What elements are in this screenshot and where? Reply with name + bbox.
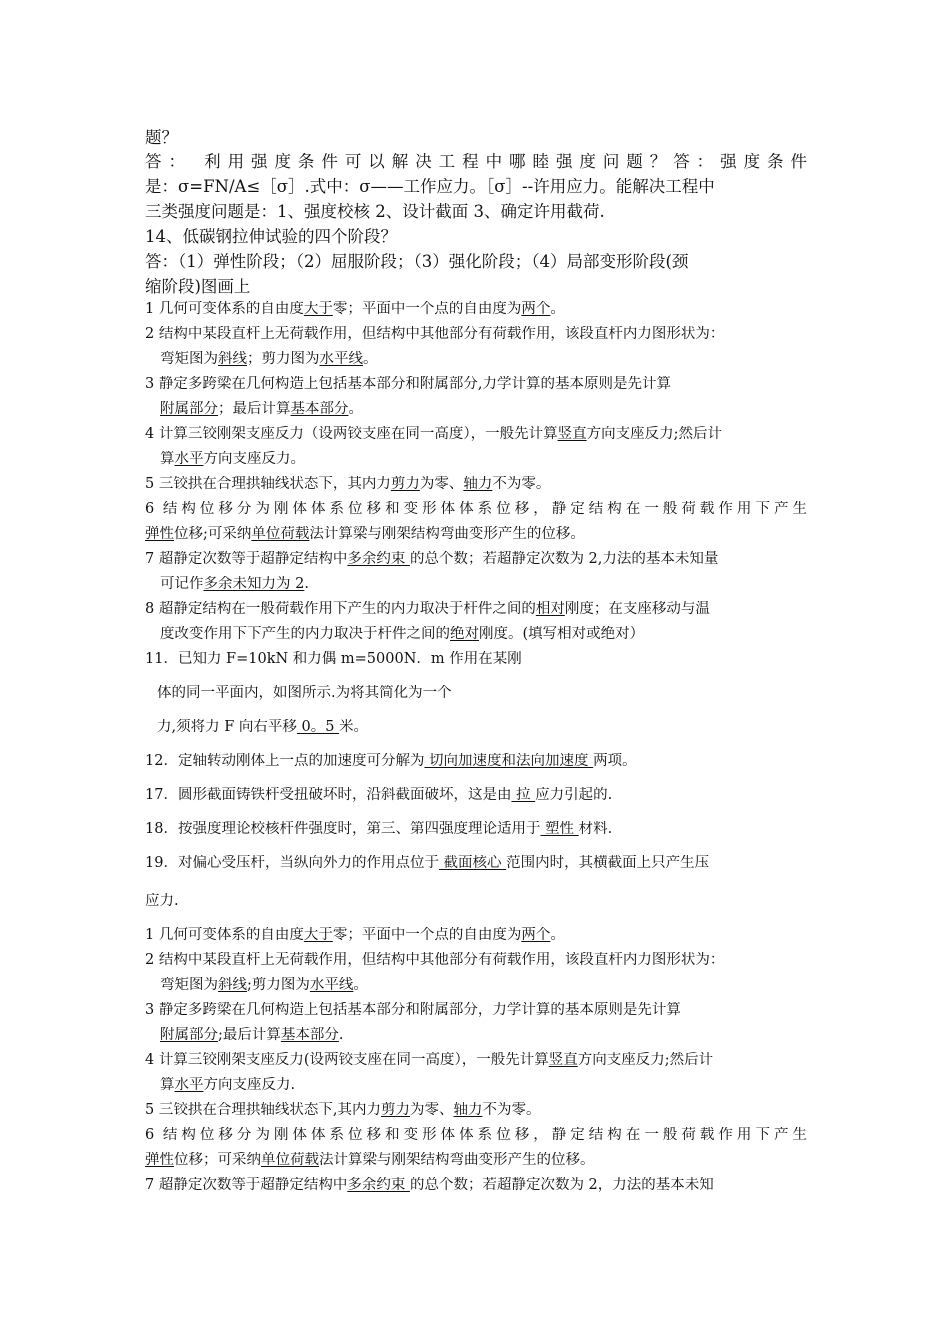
text-segment: 是：σ=FN/A≤［σ］.式中：σ——工作应力。［σ］--许用应力。能解决工程中 bbox=[145, 177, 715, 196]
text-segment: 应力引起的. bbox=[535, 787, 613, 803]
text-segment: 应力. bbox=[145, 893, 179, 909]
answer-blank: 轴力 bbox=[463, 476, 493, 492]
text-line bbox=[145, 252, 807, 272]
answer-blank: 多余约束 bbox=[347, 551, 410, 567]
text-line bbox=[160, 1077, 807, 1094]
text-segment: 不为零。 bbox=[482, 1102, 541, 1118]
text-line bbox=[145, 227, 807, 247]
text-segment: 体的同一平面内，如图所示.为将其简化为一个 bbox=[157, 685, 452, 701]
answer-blank: 斜线 bbox=[218, 977, 247, 993]
answer-blank: 拉 bbox=[511, 787, 536, 803]
text-line bbox=[160, 626, 807, 643]
answer-blank: 弹性 bbox=[145, 526, 174, 542]
text-line bbox=[145, 301, 807, 318]
text-segment: 位移;可采纳 bbox=[174, 526, 252, 542]
text-line bbox=[145, 177, 807, 197]
answer-blank: 弹性 bbox=[145, 1152, 174, 1168]
text-segment: 18．按强度理论校核杆件强度时，第三、第四强度理论适用于 bbox=[145, 821, 541, 837]
text-segment: 为零、 bbox=[409, 1102, 454, 1118]
text-segment: 7 超静定次数等于超静定结构中 bbox=[145, 1177, 348, 1193]
text-segment: 1 几何可变体系的自由度 bbox=[145, 927, 304, 943]
answer-blank: 竖直 bbox=[557, 426, 587, 442]
answer-blank: 切向加速度和法向加速度 bbox=[424, 753, 594, 769]
text-segment: 。 bbox=[550, 927, 565, 943]
text-segment: 3 静定多跨梁在几何构造上包括基本部分和附属部分，力学计算的基本原则是先计算 bbox=[145, 1002, 681, 1018]
text-segment: 2 结构中某段直杆上无荷载作用，但结构中其他部分有荷载作用，该段直杆内力图形状为： bbox=[145, 952, 725, 968]
text-line bbox=[145, 1152, 807, 1169]
text-line bbox=[160, 1027, 807, 1044]
answer-blank: 斜线 bbox=[218, 351, 247, 367]
text-segment: 17．圆形截面铸铁杆受扭破坏时，沿斜截面破坏，这是由 bbox=[145, 787, 512, 803]
text-segment: 11．已知力 F=10kN 和力偶 m=5000N．m 作用在某刚 bbox=[145, 651, 522, 667]
answer-blank: 相对 bbox=[535, 601, 565, 617]
text-segment: 方向支座反力。 bbox=[203, 451, 305, 467]
text-segment: 5 三铰拱在合理拱轴线状态下，其内力 bbox=[145, 476, 391, 492]
text-line bbox=[145, 152, 807, 172]
text-segment: 的总个数；若超静定次数为 2,力法的基本未知量 bbox=[409, 551, 719, 567]
answer-blank: 水平 bbox=[174, 451, 204, 467]
text-line bbox=[160, 977, 807, 994]
text-segment: 弯矩图为 bbox=[160, 351, 218, 367]
answer-blank: 水平线 bbox=[319, 351, 363, 367]
text-segment: . bbox=[338, 1027, 344, 1043]
answer-blank: 单位荷载 bbox=[261, 1152, 319, 1168]
answer-blank: 剪力 bbox=[390, 476, 420, 492]
text-segment: ;最后计算 bbox=[218, 1027, 281, 1043]
text-segment: 法计算梁与刚架结构弯曲变形产生的位移。 bbox=[309, 526, 585, 542]
text-line bbox=[145, 1127, 807, 1144]
answer-blank: 轴力 bbox=[453, 1102, 483, 1118]
answer-blank: 水平 bbox=[174, 1077, 204, 1093]
text-segment: ;剪力图为 bbox=[247, 977, 310, 993]
answer-blank: 0。5 bbox=[296, 719, 340, 735]
answer-blank: 附属部分 bbox=[160, 1027, 218, 1043]
answer-blank: 塑性 bbox=[540, 821, 579, 837]
text-line bbox=[145, 753, 807, 770]
text-line bbox=[145, 376, 807, 393]
text-line bbox=[145, 551, 807, 568]
text-segment: 8 超静定结构在一般荷载作用下产生的内力取决于杆件之间的 bbox=[145, 601, 536, 617]
answer-blank: 单位荷载 bbox=[251, 526, 310, 542]
text-segment: 。 bbox=[348, 401, 363, 417]
text-line bbox=[145, 476, 807, 493]
text-segment: 6 结构位移分为刚体体系位移和变形体体系位移，静定结构在一般荷载作用下产生 bbox=[145, 501, 807, 517]
text-segment: 两项。 bbox=[593, 753, 637, 769]
text-segment: 刚度。(填写相对或绝对） bbox=[479, 626, 645, 642]
text-segment: 题？ bbox=[145, 128, 178, 147]
text-segment: 零；平面中一个点的自由度为 bbox=[332, 927, 522, 943]
text-segment: 为零、 bbox=[419, 476, 464, 492]
text-line bbox=[145, 787, 807, 804]
text-segment: 可记作 bbox=[160, 576, 204, 592]
text-line bbox=[160, 576, 807, 593]
text-line bbox=[145, 526, 807, 543]
text-line bbox=[145, 326, 807, 343]
answer-blank: 竖直 bbox=[548, 1052, 578, 1068]
text-segment: 度改变作用下下产生的内力取决于杆件之间的 bbox=[160, 626, 450, 642]
answer-blank: 多余约束 bbox=[347, 1177, 410, 1193]
text-segment: 位移；可采纳 bbox=[174, 1152, 261, 1168]
text-segment: 力,须将力 F 向右平移 bbox=[157, 719, 297, 735]
text-segment: 答： 利用强度条件可以解决工程中哪睦强度问题？答：强度条件 bbox=[145, 152, 807, 171]
answer-blank: 绝对 bbox=[450, 626, 479, 642]
text-line bbox=[157, 685, 807, 702]
answer-blank: 截面核心 bbox=[438, 855, 507, 871]
answer-blank: 大于 bbox=[303, 301, 333, 317]
text-segment: 算 bbox=[160, 451, 175, 467]
text-segment: 方向支座反力. bbox=[203, 1077, 296, 1093]
text-segment: 5 三铰拱在合理拱轴线状态下,其内力 bbox=[145, 1102, 381, 1118]
text-line bbox=[145, 426, 807, 443]
text-line bbox=[145, 1052, 807, 1069]
text-segment: 材料. bbox=[578, 821, 613, 837]
text-segment: . bbox=[304, 576, 309, 592]
text-line bbox=[145, 927, 807, 944]
answer-blank: 基本部分 bbox=[290, 401, 349, 417]
text-line bbox=[145, 855, 807, 872]
text-line bbox=[145, 501, 807, 518]
text-segment: 范围内时，其横截面上只产生压 bbox=[506, 855, 710, 871]
text-line bbox=[145, 893, 807, 910]
text-segment: 方向支座反力;然后计 bbox=[577, 1052, 714, 1068]
text-line bbox=[157, 719, 807, 736]
text-segment: 法计算梁与刚架结构弯曲变形产生的位移。 bbox=[319, 1152, 595, 1168]
text-segment: 方向支座反力;然后计 bbox=[586, 426, 722, 442]
text-segment: 3 静定多跨梁在几何构造上包括基本部分和附属部分,力学计算的基本原则是先计算 bbox=[145, 376, 671, 392]
text-segment: 6 结构位移分为刚体体系位移和变形体体系位移，静定结构在一般荷载作用下产生 bbox=[145, 1127, 807, 1143]
answer-blank: 两个 bbox=[521, 927, 551, 943]
text-line bbox=[145, 1102, 807, 1119]
text-segment: 弯矩图为 bbox=[160, 977, 218, 993]
text-segment: 1 几何可变体系的自由度 bbox=[145, 301, 304, 317]
text-line bbox=[145, 821, 807, 838]
text-segment: 刚度；在支座移动与温 bbox=[564, 601, 710, 617]
text-line bbox=[145, 1177, 807, 1194]
text-line bbox=[145, 601, 807, 618]
text-segment: 答：（1）弹性阶段；（2）屈服阶段；（3）强化阶段；（4）局部变形阶段(颈 bbox=[145, 252, 689, 271]
text-segment: 14、低碳钢拉伸试验的四个阶段？ bbox=[145, 227, 397, 246]
text-line bbox=[145, 202, 807, 222]
text-segment: 。 bbox=[353, 977, 368, 993]
text-segment: 7 超静定次数等于超静定结构中 bbox=[145, 551, 348, 567]
answer-blank: 水平线 bbox=[309, 977, 354, 993]
text-segment: 零；平面中一个点的自由度为 bbox=[332, 301, 522, 317]
text-line bbox=[160, 451, 807, 468]
text-segment: 米。 bbox=[339, 719, 369, 735]
answer-blank: 两个 bbox=[521, 301, 551, 317]
text-segment: 19．对偏心受压杆，当纵向外力的作用点位于 bbox=[145, 855, 439, 871]
text-segment: ；最后计算 bbox=[218, 401, 291, 417]
text-line bbox=[145, 128, 807, 148]
answer-blank: 附属部分 bbox=[160, 401, 218, 417]
text-segment: 不为零。 bbox=[492, 476, 551, 492]
text-segment: 4 计算三铰刚架支座反力(设两铰支座在同一高度），一般先计算 bbox=[145, 1052, 549, 1068]
text-segment: 。 bbox=[550, 301, 565, 317]
text-line bbox=[145, 277, 807, 297]
text-segment: 。 bbox=[363, 351, 378, 367]
text-segment: 的总个数；若超静定次数为 2，力法的基本未知 bbox=[409, 1177, 714, 1193]
text-line bbox=[145, 1002, 807, 1019]
answer-blank: 大于 bbox=[303, 927, 333, 943]
text-segment: 三类强度问题是：1、强度校核 2、设计截面 3、确定许用截荷. bbox=[145, 202, 605, 221]
text-segment: 4 计算三铰刚架支座反力（设两铰支座在同一高度），一般先计算 bbox=[145, 426, 558, 442]
answer-blank: 剪力 bbox=[380, 1102, 410, 1118]
text-segment: 12．定轴转动刚体上一点的加速度可分解为 bbox=[145, 753, 425, 769]
text-segment: 缩阶段)图画上 bbox=[145, 277, 251, 296]
text-segment: 2 结构中某段直杆上无荷载作用，但结构中其他部分有荷载作用，该段直杆内力图形状为： bbox=[145, 326, 725, 342]
text-line bbox=[145, 651, 807, 668]
text-line bbox=[160, 351, 807, 368]
text-segment: ；剪力图为 bbox=[247, 351, 320, 367]
text-line bbox=[145, 952, 807, 969]
text-line bbox=[160, 401, 807, 418]
answer-blank: 多余未知力为 2 bbox=[203, 576, 305, 592]
text-segment: 算 bbox=[160, 1077, 175, 1093]
answer-blank: 基本部分 bbox=[280, 1027, 339, 1043]
